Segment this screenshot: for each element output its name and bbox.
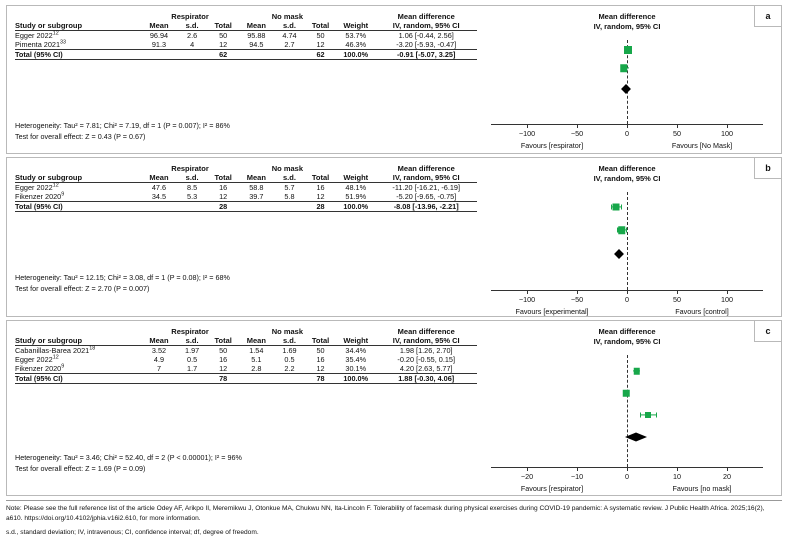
- study-ref: 12: [52, 30, 59, 37]
- x-tick: [527, 467, 528, 471]
- favours-labels: [477, 141, 777, 150]
- cell-total2: 12: [316, 192, 325, 201]
- summary-diamond: [621, 84, 631, 94]
- heterogeneity-text: Heterogeneity: Tau² = 7.81; Chi² = 7.19, df = 1 (P = 0.007); I² = 86%: [15, 121, 230, 130]
- x-tick-label: −100: [518, 129, 536, 138]
- cell-total2: 12: [316, 40, 325, 49]
- study-ref: 9: [61, 191, 65, 198]
- x-tick: [527, 290, 528, 294]
- overall-effect-text: Test for overall effect: Z = 1.69 (P = 0.09): [15, 464, 146, 474]
- effect-marker: [645, 412, 651, 418]
- cell-sd1: 8.5: [187, 183, 198, 192]
- table-row-total: [15, 202, 477, 212]
- panel-b-stats: [15, 272, 485, 294]
- cell-effect: 1.06 [-0.44, 2.56]: [398, 31, 454, 40]
- ci-cap: [656, 413, 657, 418]
- cell-mean2: 58.8: [249, 183, 264, 192]
- favours-left: Favours [experimental]: [515, 307, 589, 316]
- panel-a-table: [15, 12, 477, 60]
- col-effect: IV, random, 95% CI: [375, 173, 477, 183]
- cell-mean2: 5.1: [251, 355, 262, 364]
- cell-sd1: 1.7: [187, 364, 198, 373]
- cell-mean2: 39.7: [249, 192, 264, 201]
- cell-total1: 12: [219, 40, 228, 49]
- x-tick: [677, 290, 678, 294]
- cell-total2: 16: [316, 355, 325, 364]
- table-row: [15, 346, 477, 356]
- total-n2: 78: [305, 374, 336, 384]
- plot-title-line2: IV, random, 95% CI: [593, 21, 661, 31]
- plot-title-line2: IV, random, 95% CI: [593, 336, 661, 346]
- panel-b-table: [15, 164, 477, 212]
- ci-cap: [626, 228, 627, 233]
- col-sd2: s.d.: [274, 336, 305, 346]
- group-header-meandiff: Mean difference: [397, 12, 455, 21]
- cell-mean1: 91.3: [151, 40, 167, 49]
- panel-c-plot-area: [477, 355, 777, 493]
- total-label: Total (95% CI): [15, 50, 141, 60]
- x-tick: [727, 124, 728, 128]
- table-row: [15, 183, 477, 193]
- study-ref: 12: [52, 354, 59, 361]
- cell-mean1: 7: [156, 364, 162, 373]
- cell-effect: -0.20 [-0.55, 0.15]: [397, 355, 456, 364]
- col-study: Study or subgroup: [15, 21, 141, 31]
- cell-sd1: 5.3: [187, 192, 198, 201]
- x-tick-label: −100: [518, 295, 536, 304]
- x-tick: [577, 290, 578, 294]
- cell-total1: 16: [219, 183, 228, 192]
- cell-mean2: 94.5: [249, 40, 264, 49]
- col-weight: Weight: [336, 173, 375, 183]
- cell-sd2: 5.8: [284, 192, 295, 201]
- cell-weight: 35.4%: [345, 355, 367, 364]
- x-tick-label: −50: [570, 295, 584, 304]
- favours-labels: [477, 484, 777, 493]
- col-study: Study or subgroup: [15, 173, 141, 183]
- cell-weight: 34.4%: [345, 346, 367, 355]
- heterogeneity-text: Heterogeneity: Tau² = 12.15; Chi² = 3.08, df = 1 (P = 0.08); I² = 68%: [15, 273, 230, 282]
- cell-mean1: 4.9: [153, 355, 165, 364]
- group-header-respirator: Respirator: [171, 327, 209, 336]
- table-row-total: [15, 374, 477, 384]
- x-tick-label: 100: [721, 295, 733, 304]
- col-weight: Weight: [336, 336, 375, 346]
- cell-sd1: 0.5: [187, 355, 198, 364]
- cell-mean2: 2.8: [251, 364, 262, 373]
- cell-weight: 51.9%: [345, 192, 367, 201]
- cell-total2: 12: [316, 364, 325, 373]
- panel-c-stats: [15, 452, 485, 474]
- total-n1: 62: [208, 50, 239, 60]
- x-tick: [627, 124, 628, 128]
- total-weight: 100.0%: [336, 50, 375, 60]
- heterogeneity-text: Heterogeneity: Tau² = 3.46; Chi² = 52.40, df = 2 (P < 0.00001); I² = 96%: [15, 453, 242, 462]
- panel-letter-a: a: [754, 6, 781, 27]
- group-header-nomask: No mask: [271, 164, 304, 173]
- total-n2: 62: [305, 50, 336, 60]
- x-tick: [677, 467, 678, 471]
- col-total2: Total: [305, 21, 336, 31]
- figure-footnote: [6, 500, 782, 538]
- summary-diamond: [625, 433, 647, 442]
- study-label: Egger 2022$^{12}$: [15, 30, 59, 40]
- study-label: Egger 2022$^{12}$: [15, 354, 59, 364]
- col-study: Study or subgroup: [15, 336, 141, 346]
- panel-b-plot-area: [477, 192, 777, 316]
- col-mean1: Mean: [141, 21, 176, 31]
- x-tick-label: 50: [673, 129, 681, 138]
- x-tick: [627, 467, 628, 471]
- effect-marker: [623, 390, 630, 397]
- favours-left: Favours [respirator]: [520, 484, 584, 493]
- x-tick-label: −10: [570, 472, 584, 481]
- study-label: Cabanillas-Barea 2021$^{18}$: [15, 345, 96, 355]
- cell-weight: 46.3%: [345, 40, 367, 49]
- study-label: Fikenzer 2020$^9$: [15, 363, 65, 373]
- study-label: Fikenzer 2020$^9$: [15, 191, 65, 201]
- table-row: [15, 31, 477, 41]
- cell-effect: -11.20 [-16.21, -6.19]: [392, 183, 461, 192]
- col-mean2: Mean: [239, 21, 274, 31]
- total-weight: 100.0%: [336, 374, 375, 384]
- col-total2: Total: [305, 336, 336, 346]
- panel-b-plot: [477, 164, 777, 184]
- cell-effect: 4.20 [2.63, 5.77]: [399, 364, 453, 373]
- favours-labels: [477, 307, 777, 316]
- cell-weight: 30.1%: [345, 364, 367, 373]
- effect-marker: [620, 64, 628, 72]
- cell-mean1: 47.6: [151, 183, 167, 192]
- cell-mean1: 34.5: [151, 192, 167, 201]
- col-mean2: Mean: [239, 336, 274, 346]
- total-n2: 28: [305, 202, 336, 212]
- panel-letter-b: b: [754, 158, 781, 179]
- cell-effect: 1.98 [1.26, 2.70]: [399, 346, 453, 355]
- overall-effect-text: Test for overall effect: Z = 2.70 (P = 0.007): [15, 284, 150, 294]
- effect-marker: [634, 368, 641, 375]
- table-row: [15, 355, 477, 364]
- favours-right: Favours [no mask]: [672, 484, 732, 493]
- favours-right: Favours [control]: [675, 307, 729, 316]
- cell-sd2: 4.74: [282, 31, 297, 40]
- cell-mean2: 95.88: [247, 31, 266, 40]
- total-effect: -8.08 [-13.96, -2.21]: [375, 202, 477, 212]
- cell-sd2: 0.5: [284, 355, 295, 364]
- group-header-nomask: No mask: [271, 327, 304, 336]
- cell-mean1: 3.52: [151, 346, 167, 355]
- x-tick: [727, 290, 728, 294]
- cell-sd1: 4: [190, 40, 195, 49]
- ci-cap: [640, 413, 641, 418]
- footnote-divider: [6, 500, 782, 501]
- cell-weight: 48.1%: [345, 183, 367, 192]
- x-tick-label: 20: [723, 472, 731, 481]
- panel-c-plot: [477, 327, 777, 347]
- plot-title-line2: IV, random, 95% CI: [593, 173, 661, 183]
- summary-diamond: [614, 249, 624, 259]
- panel-a-plot: [477, 12, 777, 32]
- group-header-nomask: No mask: [271, 12, 304, 21]
- footnote-abbreviations: s.d., standard deviation; IV, intravenous; CI, confidence interval; df, degree of freedom.: [6, 529, 259, 537]
- cell-mean2: 1.54: [249, 346, 264, 355]
- group-header-respirator: Respirator: [171, 12, 209, 21]
- study-ref: 33: [60, 39, 67, 46]
- plot-title-line1: Mean difference: [598, 327, 656, 336]
- cell-total1: 16: [219, 355, 228, 364]
- panel-c-table: [15, 327, 477, 384]
- table-row: [15, 364, 477, 374]
- table-row: [15, 192, 477, 202]
- panel-letter-c: c: [754, 321, 781, 342]
- x-tick-label: 0: [625, 295, 629, 304]
- col-total2: Total: [305, 173, 336, 183]
- favours-left: Favours [respirator]: [520, 141, 584, 150]
- col-mean2: Mean: [239, 173, 274, 183]
- group-header-meandiff: Mean difference: [397, 164, 455, 173]
- table-row-total: [15, 50, 477, 60]
- col-weight: Weight: [336, 21, 375, 31]
- panel-a-stats: [15, 120, 485, 142]
- x-tick: [527, 124, 528, 128]
- overall-effect-text: Test for overall effect: Z = 0.43 (P = 0.67): [15, 132, 146, 142]
- cell-sd2: 1.69: [282, 346, 297, 355]
- col-mean1: Mean: [141, 336, 176, 346]
- x-tick-label: 0: [625, 129, 629, 138]
- col-effect: IV, random, 95% CI: [375, 336, 477, 346]
- plot-title-line1: Mean difference: [598, 12, 656, 21]
- plot-title-line1: Mean difference: [598, 164, 656, 173]
- cell-effect: -3.20 [-5.93, -0.47]: [396, 40, 457, 49]
- cell-total1: 50: [219, 346, 228, 355]
- panel-a-plot-area: [477, 40, 777, 150]
- cell-mean1: 96.94: [149, 31, 169, 40]
- study-label: Egger 2022$^{12}$: [15, 182, 59, 192]
- cell-total2: 16: [316, 183, 325, 192]
- study-label: Pimenta 2021$^{33}$: [15, 39, 67, 49]
- col-sd2: s.d.: [274, 21, 305, 31]
- col-sd1: s.d.: [177, 336, 208, 346]
- cell-sd1: 1.97: [185, 346, 200, 355]
- footnote-note: Note: Please see the full reference list of the article Odey AF, Arikpo II, Meremikwu J, Otonkue MA, Chukwu NN, Ita-Lincoln F. Tolerability of facemask during physical exercises during COVID-19 pandemic: A systematic review. J Public Health Africa. 2025;16(2), a610. https://doi.org/10.4102/jphia.v16i2.610, for more information.: [6, 505, 765, 522]
- ci-cap: [621, 205, 622, 210]
- total-n1: 78: [208, 374, 239, 384]
- x-tick: [677, 124, 678, 128]
- x-tick: [627, 290, 628, 294]
- x-tick: [577, 124, 578, 128]
- col-sd1: s.d.: [177, 173, 208, 183]
- x-tick-label: 50: [673, 295, 681, 304]
- total-effect: 1.88 [-0.30, 4.06]: [375, 374, 477, 384]
- cell-weight: 53.7%: [345, 31, 367, 40]
- col-total1: Total: [208, 173, 239, 183]
- panel-c: [6, 320, 782, 496]
- x-tick: [577, 467, 578, 471]
- cell-total2: 50: [316, 31, 325, 40]
- cell-sd2: 2.7: [284, 40, 295, 49]
- x-tick: [727, 467, 728, 471]
- null-effect-line: [627, 355, 628, 467]
- total-weight: 100.0%: [336, 202, 375, 212]
- favours-right: Favours [No Mask]: [671, 141, 733, 150]
- group-header-meandiff: Mean difference: [397, 327, 455, 336]
- cell-effect: -5.20 [-9.65, -0.75]: [396, 192, 457, 201]
- x-tick-label: −50: [570, 129, 584, 138]
- effect-marker: [618, 226, 626, 234]
- cell-total1: 12: [219, 192, 228, 201]
- cell-sd2: 2.2: [284, 364, 295, 373]
- panel-a: [6, 5, 782, 154]
- total-effect: -0.91 [-5.07, 3.25]: [375, 50, 477, 60]
- null-effect-line: [627, 192, 628, 290]
- table-row: [15, 40, 477, 50]
- panel-b: [6, 157, 782, 317]
- cell-total1: 12: [219, 364, 228, 373]
- cell-total1: 50: [219, 31, 228, 40]
- study-ref: 9: [61, 363, 65, 370]
- x-tick-label: 100: [721, 129, 733, 138]
- x-tick-label: −20: [520, 472, 534, 481]
- cell-total2: 50: [316, 346, 325, 355]
- study-ref: 12: [52, 182, 59, 189]
- col-mean1: Mean: [141, 173, 176, 183]
- col-total1: Total: [208, 336, 239, 346]
- x-tick-label: 10: [673, 472, 681, 481]
- effect-marker: [624, 46, 632, 54]
- total-n1: 28: [208, 202, 239, 212]
- effect-marker: [612, 204, 619, 211]
- col-sd2: s.d.: [274, 173, 305, 183]
- study-ref: 18: [89, 345, 96, 352]
- group-header-respirator: Respirator: [171, 164, 209, 173]
- x-tick-label: 0: [625, 472, 629, 481]
- col-sd1: s.d.: [177, 21, 208, 31]
- total-label: Total (95% CI): [15, 374, 141, 384]
- total-label: Total (95% CI): [15, 202, 141, 212]
- cell-sd2: 5.7: [284, 183, 295, 192]
- cell-sd1: 2.6: [187, 31, 198, 40]
- col-total1: Total: [208, 21, 239, 31]
- col-effect: IV, random, 95% CI: [375, 21, 477, 31]
